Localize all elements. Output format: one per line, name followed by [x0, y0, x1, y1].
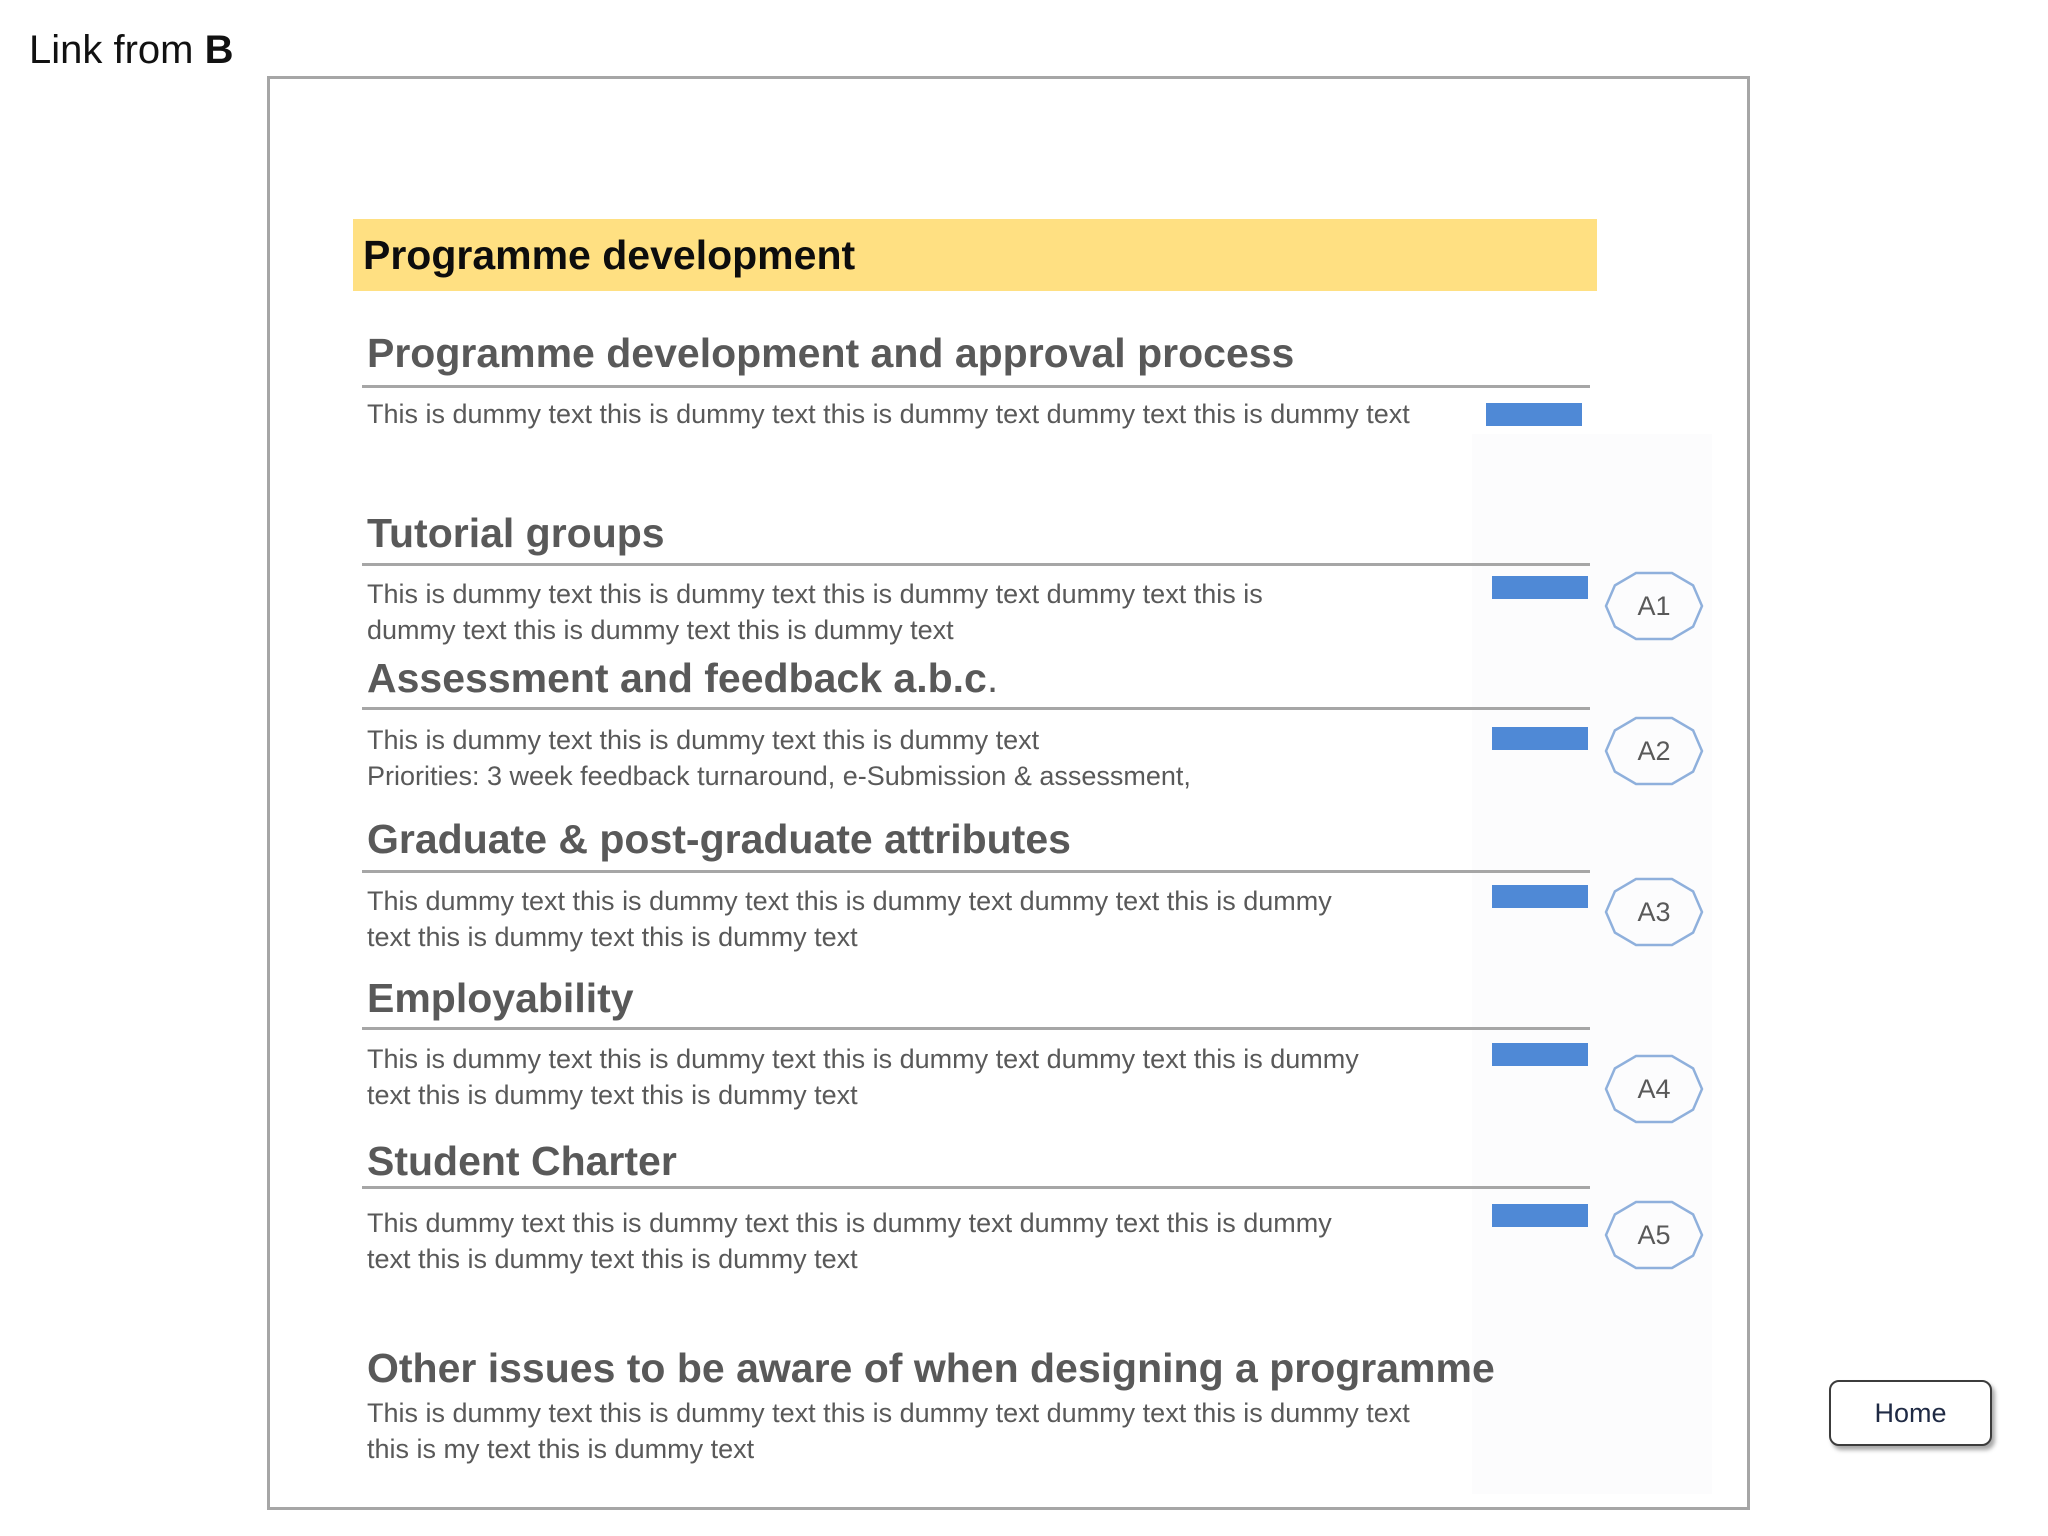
link-from-prefix: Link from [29, 28, 194, 72]
section-body-line: Priorities: 3 week feedback turnaround, e-Submission & assessment, [367, 761, 1191, 791]
section-divider [362, 707, 1590, 710]
section-body-employability [367, 1041, 1457, 1113]
badge-label: A2 [1637, 736, 1671, 766]
section-body-line: This is dummy text this is dummy text this is dummy text [367, 725, 1040, 755]
section-body-line: text this is dummy text this is dummy text [367, 1080, 858, 1110]
section-body-other-issues [367, 1395, 1457, 1467]
section-divider [362, 870, 1590, 873]
section-body-approval-process [367, 396, 1457, 432]
badge-a5[interactable] [1605, 1200, 1703, 1270]
badge-a2[interactable] [1605, 716, 1703, 786]
home-button[interactable]: Home [1829, 1380, 1992, 1446]
section-title-graduate-attributes: Graduate & post-graduate attributes [367, 816, 1071, 862]
section-body-line: This is dummy text this is dummy text this is dummy text dummy text this is dummy text [367, 1398, 1410, 1428]
link-bar-student-charter[interactable] [1492, 1204, 1588, 1227]
badge-label: A1 [1637, 591, 1671, 621]
section-body-line: text this is dummy text this is dummy text [367, 1244, 858, 1274]
section-title-employability: Employability [367, 975, 634, 1021]
badge-a3[interactable] [1605, 877, 1703, 947]
link-bar-tutorial-groups[interactable] [1492, 576, 1588, 599]
page-banner: Programme development [353, 219, 1597, 291]
section-body-line: dummy text this is dummy text this is dummy text [367, 615, 954, 645]
link-bar-approval-process[interactable] [1486, 403, 1582, 426]
section-title-tutorial-groups: Tutorial groups [367, 510, 665, 556]
section-body-line: This dummy text this is dummy text this is dummy text dummy text this is dummy [367, 1208, 1332, 1238]
link-bar-employability[interactable] [1492, 1043, 1588, 1066]
section-title-suffix: . [986, 655, 999, 701]
badge-a4[interactable] [1605, 1054, 1703, 1124]
section-divider [362, 1027, 1590, 1030]
section-body-graduate-attributes [367, 883, 1457, 955]
section-title-text: Assessment and feedback a.b.c [367, 655, 987, 701]
section-body-line: text this is dummy text this is dummy text [367, 922, 858, 952]
section-title-student-charter: Student Charter [367, 1138, 677, 1184]
section-body-student-charter [367, 1205, 1457, 1277]
section-title-other-issues: Other issues to be aware of when designing a programme [367, 1345, 1495, 1391]
section-divider [362, 385, 1590, 388]
section-divider [362, 1186, 1590, 1189]
section-body-tutorial-groups [367, 576, 1457, 648]
section-body-line: this is my text this is dummy text [367, 1434, 755, 1464]
badge-label: A5 [1637, 1220, 1671, 1250]
badge-a1[interactable] [1605, 571, 1703, 641]
link-from-target[interactable]: B [204, 28, 234, 72]
section-divider [362, 563, 1590, 566]
badge-label: A3 [1637, 897, 1671, 927]
section-title-assessment-feedback [367, 653, 998, 703]
section-title-approval-process: Programme development and approval process [367, 330, 1295, 376]
section-body-line: This dummy text this is dummy text this is dummy text dummy text this is dummy [367, 886, 1332, 916]
section-body-line: This is dummy text this is dummy text this is dummy text dummy text this is dummy text [367, 399, 1410, 429]
link-bar-graduate-attributes[interactable] [1492, 885, 1588, 908]
section-body-line: This is dummy text this is dummy text this is dummy text dummy text this is [367, 579, 1263, 609]
link-bar-assessment-feedback[interactable] [1492, 727, 1588, 750]
section-body-assessment-feedback [367, 722, 1457, 794]
link-from-label [29, 22, 234, 78]
section-body-line: This is dummy text this is dummy text this is dummy text dummy text this is dummy [367, 1044, 1359, 1074]
badge-label: A4 [1637, 1074, 1671, 1104]
